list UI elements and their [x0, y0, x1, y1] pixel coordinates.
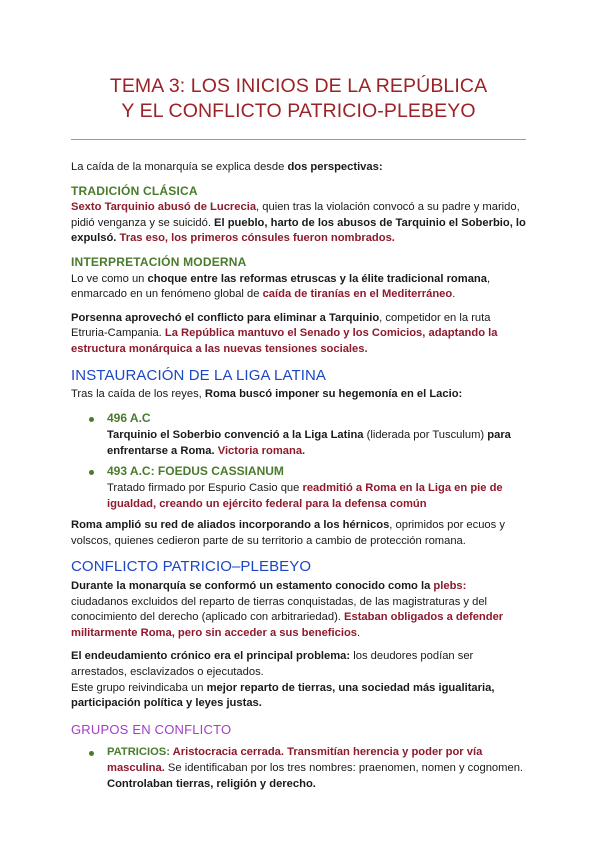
hernicos-paragraph — [71, 518, 526, 549]
body-text: Este grupo reivindicaba un — [71, 681, 207, 694]
bold-text: mejor reparto de tierras, una sociedad más igualitaria, participación política y leyes justas. — [71, 681, 495, 710]
intro-bold: dos perspectivas: — [287, 161, 383, 173]
bold-text: Tarquinio el Soberbio convenció a la Liga Latina — [107, 429, 364, 442]
liga-events-list — [71, 411, 526, 513]
emphasis-text: Sexto Tarquinio abusó de Lucrecia — [71, 201, 257, 214]
page-title-line-2: Y EL CONFLICTO PATRICIO-PLEBEYO — [121, 100, 476, 122]
bold-text: Durante la monarquía se conformó un estamento conocido como la — [71, 580, 434, 593]
body-text: . — [452, 288, 456, 301]
document-body — [71, 160, 526, 798]
page-title-line-1: TEMA 3: LOS INICIOS DE LA REPÚBLICA — [109, 75, 488, 97]
body-text: , enmarcado en un fenómeno global de — [71, 272, 491, 301]
body-text: (liderada por Tusculum) — [363, 429, 488, 442]
emphasis-text: La República mantuvo el Senado y los Comicios, adaptando la estructura monárquica a las nuevas tensiones sociales. — [71, 327, 498, 355]
list-item — [71, 464, 526, 513]
emphasis-text: Aristocracia cerrada. Transmitían herencia y poder por vía masculina. — [107, 746, 483, 774]
emphasis-text: Tras eso, los primeros cónsules fueron nombrados. — [119, 232, 395, 245]
section-heading-interpretacion: INTERPRETACIÓN MODERNA — [71, 254, 247, 269]
emphasis-text: caída de tiranías en el Mediterráneo — [262, 288, 453, 301]
emphasis-text: readmitió a Roma en la Liga en pie de igualdad, creando un ejército federal para la defensa común — [107, 482, 503, 510]
bold-text: choque entre las reformas etruscas y la élite tradicional romana — [147, 272, 487, 285]
bold-text: para enfrentarse a Roma. — [107, 429, 511, 457]
bold-text: El pueblo, harto de los abusos de Tarquinio el Soberbio, lo expulsó. — [71, 216, 526, 245]
list-item-heading: 493 A.C: FOEDUS CASSIANUM — [107, 463, 284, 478]
body-text: Tras la caída de los reyes, — [71, 388, 205, 401]
body-text: . — [357, 626, 361, 639]
body-text: Se identificaban por los tres nombres: praenomen, nomen y cognomen. — [164, 762, 524, 774]
body-text: los deudores podían ser arrestados, esclavizados o ejecutados. — [71, 650, 474, 679]
bold-text: Controlaban tierras, religión y derecho. — [107, 777, 316, 790]
emphasis-text: Estaban obligados a defender militarmente Roma, pero sin acceder a sus beneficios — [71, 611, 504, 639]
emphasis-text: plebs: — [433, 580, 467, 593]
list-item-label: PATRICIOS: — [107, 746, 173, 759]
emphasis-text: Victoria romana. — [217, 444, 306, 457]
bold-text: Porsenna aprovechó el conflicto para eliminar a Tarquinio — [71, 311, 380, 324]
section-heading-conflicto: CONFLICTO PATRICIO–PLEBEYO — [71, 558, 312, 576]
interpretacion-paragraph — [71, 272, 526, 303]
list-item — [71, 745, 526, 792]
page-title — [71, 74, 526, 124]
body-text: ciudadanos excluidos del reparto de tierras conquistadas, de las magistraturas y del conocimiento del derecho (aplicado con arbitrariedad). — [71, 595, 488, 624]
body-text: , competidor en la ruta Etruria-Campania. — [71, 311, 491, 340]
liga-intro-paragraph — [71, 387, 526, 403]
endeudamiento-paragraph — [71, 649, 526, 711]
intro-text: La caída de la monarquía se explica desde — [71, 161, 288, 173]
section-heading-liga-latina: INSTAURACIÓN DE LA LIGA LATINA — [71, 366, 327, 384]
body-text: Tratado firmado por Espurio Casio que — [107, 482, 303, 495]
intro-paragraph — [71, 160, 526, 176]
title-divider — [71, 139, 526, 140]
body-text: Lo ve como un — [71, 272, 148, 285]
bold-text: Roma amplió su red de aliados incorporando a los hérnicos — [71, 519, 390, 532]
tradicion-paragraph — [71, 200, 526, 247]
body-text: , oprimidos por ecuos y volscos, quienes cedieron parte de su territorio a cambio de protección romana. — [71, 519, 505, 547]
list-item — [71, 411, 526, 460]
grupos-list — [71, 745, 526, 792]
bold-text: Roma buscó imponer su hegemonía en el Lacio: — [204, 388, 463, 401]
section-heading-grupos: GRUPOS EN CONFLICTO — [71, 721, 232, 737]
section-heading-tradicion: TRADICIÓN CLÁSICA — [71, 183, 198, 198]
bold-text: El endeudamiento crónico era el principal problema: — [71, 650, 351, 663]
porsenna-paragraph — [71, 311, 526, 358]
list-item-heading: 496 A.C — [107, 410, 151, 425]
body-text: , quien tras la violación convocó a su padre y marido, pidió venganza y se suicidó. — [71, 201, 520, 229]
plebs-paragraph — [71, 579, 526, 641]
